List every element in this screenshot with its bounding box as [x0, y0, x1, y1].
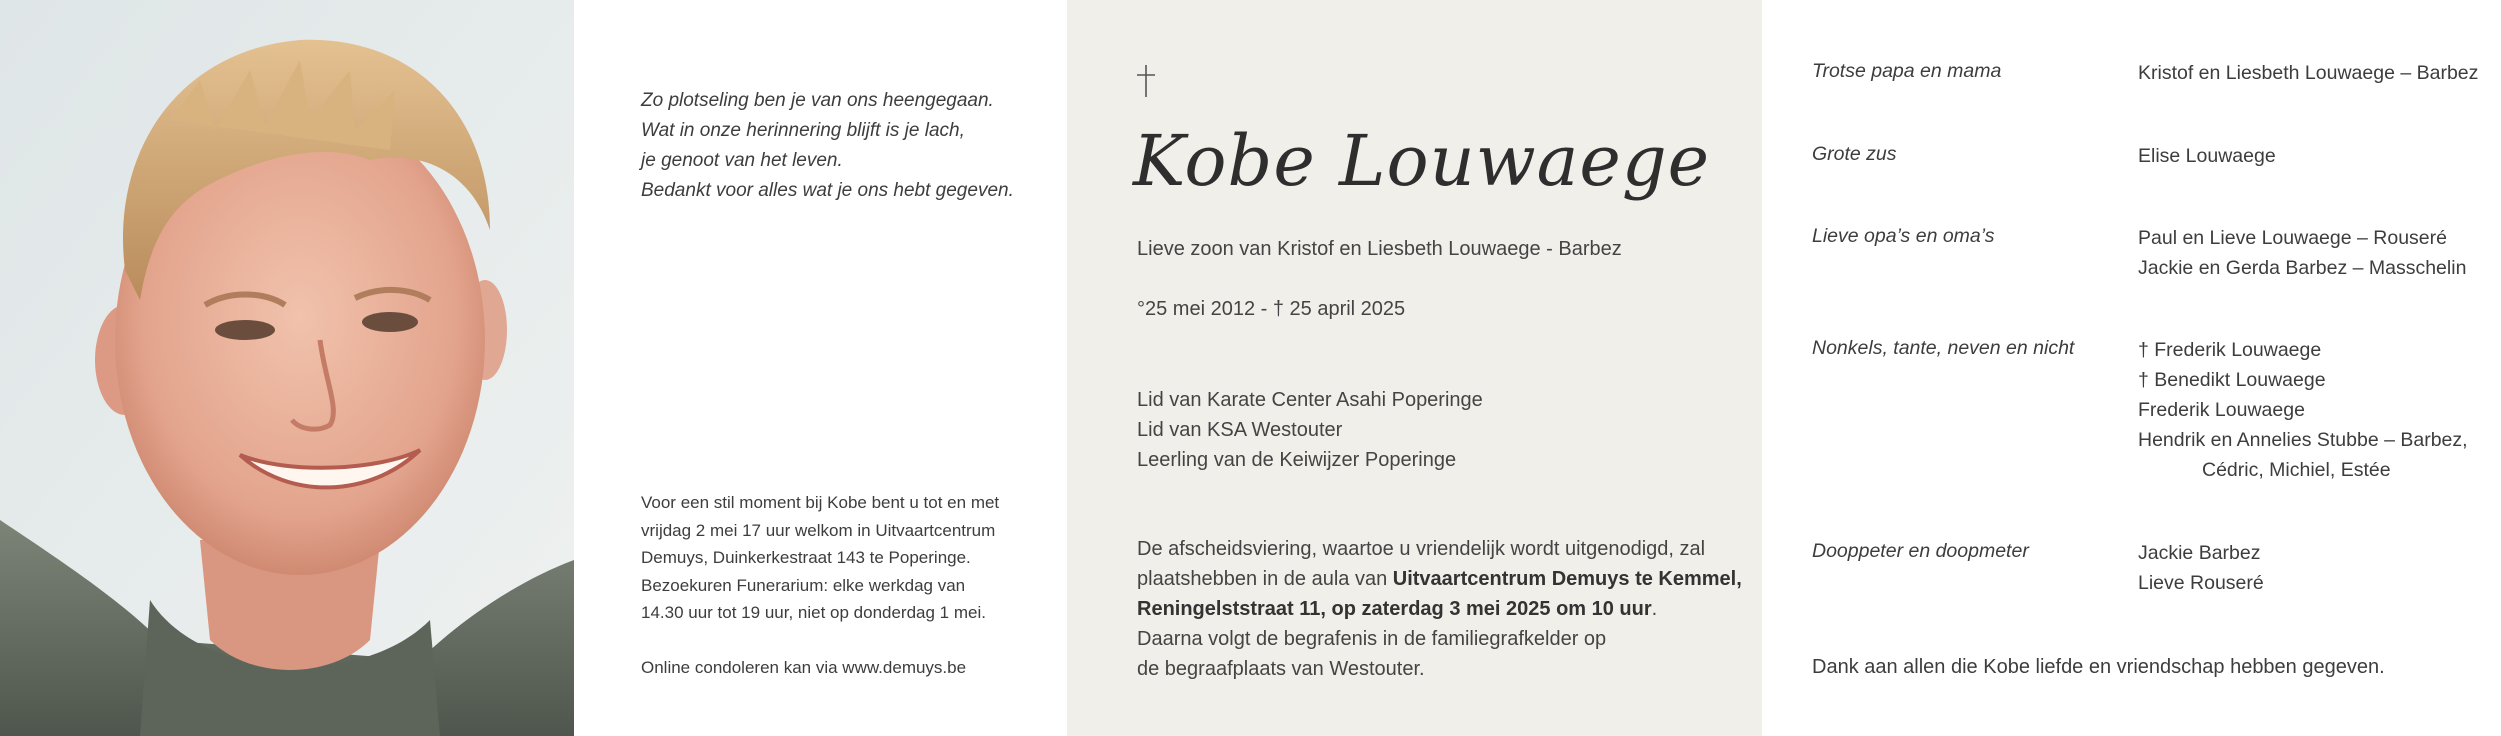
- funeral-line: Daarna volgt de begrafenis in de familiegrafkelder op: [1137, 628, 1607, 650]
- family-label: Trotse papa en mama: [1812, 60, 2002, 82]
- funeral-line: De afscheidsviering, waartoe u vriendelijk wordt uitgenodigd, zal: [1137, 538, 1706, 560]
- poem-line: Wat in onze herinnering blijft is je lach,: [641, 120, 965, 141]
- family-name: Jackie Barbez: [2138, 542, 2261, 564]
- family-name: Lieve Rouseré: [2138, 572, 2264, 594]
- deceased-name: Kobe Louwaege: [1133, 120, 1711, 202]
- memberships: [1137, 385, 1483, 475]
- life-dates: °25 mei 2012 - † 25 april 2025: [1137, 298, 1406, 320]
- visit-line: Bezoekuren Funerarium: elke werkdag van: [641, 575, 966, 595]
- family-name: Elise Louwaege: [2138, 145, 2276, 167]
- poem: [641, 86, 1014, 206]
- visit-line: vrijdag 2 mei 17 uur welkom in Uitvaartcentrum: [641, 520, 996, 540]
- funeral-line: de begraafplaats van Westouter.: [1137, 658, 1425, 680]
- funeral-details: [1137, 534, 1742, 684]
- poem-line: je genoot van het leven.: [641, 150, 843, 171]
- portrait-photo: [0, 0, 574, 736]
- portrait-image: [0, 0, 574, 736]
- funeral-line: [1137, 564, 1742, 594]
- membership-line: Lid van Karate Center Asahi Poperinge: [1137, 389, 1483, 411]
- cross-icon: [1135, 64, 1157, 98]
- family-name: Cédric, Michiel, Estée: [2202, 459, 2391, 481]
- family-names: [2138, 58, 2478, 88]
- family-name: Frederik Louwaege: [2138, 399, 2305, 421]
- visit-line: Demuys, Duinkerkestraat 143 te Poperinge.: [641, 548, 971, 567]
- family-names: [2138, 223, 2466, 283]
- family-names: [2138, 538, 2264, 598]
- family-panel: [1762, 0, 2501, 736]
- funeral-location: Uitvaartcentrum Demuys te Kemmel,: [1392, 568, 1742, 590]
- intro-panel: [574, 0, 1067, 736]
- family-label: Grote zus: [1812, 143, 1897, 165]
- visit-line: Voor een stil moment bij Kobe bent u tot en met: [641, 493, 1000, 512]
- funeral-text: plaatshebben in de aula van: [1137, 568, 1393, 590]
- family-label: Nonkels, tante, neven en nicht: [1812, 337, 2075, 359]
- visit-line: 14.30 uur tot 19 uur, niet op donderdag 1 mei.: [641, 603, 986, 622]
- funeral-address-time: Reningelststraat 11, op zaterdag 3 mei 2025 om 10 uur: [1137, 598, 1652, 620]
- poem-line: Zo plotseling ben je van ons heengegaan.: [641, 90, 994, 111]
- family-name: Hendrik en Annelies Stubbe – Barbez,: [2138, 429, 2468, 451]
- family-label: Lieve opa’s en oma’s: [1812, 225, 1995, 247]
- spacer: [641, 627, 999, 655]
- family-names: [2138, 141, 2276, 171]
- family-names: [2138, 335, 2468, 485]
- family-name: Jackie en Gerda Barbez – Masschelin: [2138, 257, 2467, 279]
- family-label: Dooppeter en doopmeter: [1812, 540, 2029, 562]
- main-panel: [1067, 0, 1762, 736]
- thanks-note: Dank aan allen die Kobe liefde en vriendschap hebben gegeven.: [1812, 656, 2385, 678]
- family-name: Kristof en Liesbeth Louwaege – Barbez: [2138, 62, 2479, 84]
- membership-line: Leerling van de Keiwijzer Poperinge: [1137, 449, 1457, 471]
- family-name: Paul en Lieve Louwaege – Rouseré: [2138, 227, 2447, 249]
- family-name: † Frederik Louwaege: [2138, 339, 2322, 361]
- family-name: † Benedikt Louwaege: [2138, 369, 2326, 391]
- visiting-info: [641, 489, 999, 682]
- funeral-line: [1137, 594, 1742, 624]
- membership-line: Lid van KSA Westouter: [1137, 419, 1343, 441]
- poem-line: Bedankt voor alles wat je ons hebt gegeven.: [641, 180, 1014, 201]
- funeral-text: .: [1651, 598, 1658, 620]
- condolence-link: Online condoleren kan via www.demuys.be: [641, 658, 967, 677]
- parents-subtitle: Lieve zoon van Kristof en Liesbeth Louwaege - Barbez: [1137, 238, 1622, 260]
